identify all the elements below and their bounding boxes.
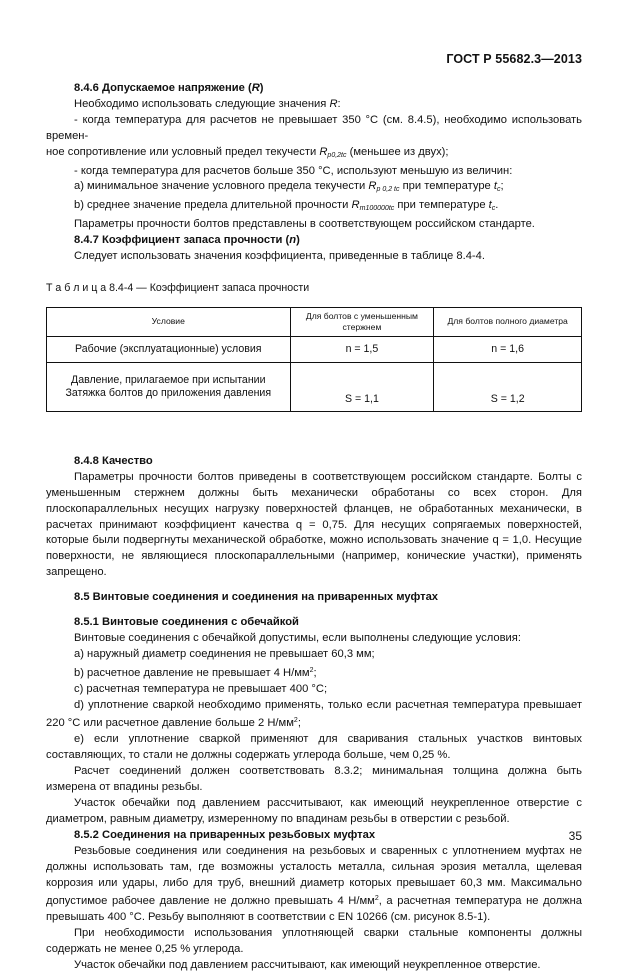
paragraph: При необходимости использования уплотняющей сварки стальные компоненты должны содержать не менее 0,25 % углерода.	[46, 927, 582, 956]
table-header-cell: Для болтов с уменьшенным стержнем	[290, 307, 434, 336]
table-caption: Т а б л и ц а 8.4-4 — Коэффициент запаса прочности	[46, 281, 310, 294]
paragraph: Расчет соединений должен соответствовать 8.3.2; минимальная толщина должна быть измерена от впадины резьбы.	[46, 765, 582, 794]
paragraph: Следует использовать значения коэффициента, приведенные в таблице 8.4-4.	[74, 250, 485, 263]
section-8-5-2-title: 8.5.2 Соединения на приваренных резьбовых муфтах	[74, 828, 376, 841]
page-number: 35	[568, 829, 582, 843]
safety-factor-table	[46, 307, 582, 412]
list-item: - когда температура для расчетов не превышает 350 °С (см. 8.4.5), необходимо использовать времен-	[46, 113, 582, 142]
list-item: е) если уплотнение сваркой применяют для сваривания стальных участков винтовых составляющих, то стали не должны содержать углерода больше, чем 0,25 %.	[46, 733, 582, 762]
paragraph: Параметры прочности болтов приведены в соответствующем российском стандарте. Болты с уменьшенным стержнем должны быть механически обработаны со всех сторон. Для плоскопараллельных несущих нагрузку поверхностей фланцев, не обработанных механически, в расчетах принимают коэффициент качества q = 0,75. Для несущих сопрягаемых поверхностей, которые были подвергнуты механической обработке, можно использовать значение q = 1,0. Несущие поверхности, не являющиеся плоскопараллельными (например, конические участки), применять запрещено.	[46, 470, 582, 579]
paragraph: Резьбовые соединения или соединения на резьбовых и сваренных с уплотнением муфтах не должны использовать там, где возможны усталость металла, сильная эрозия металла, щелевая коррозия или удары, либо для труб, внешний диаметр которых превышает 60,3 мм. Максимально допустимое рабочее давление не должно превышать 4 $Н/мм^2$, а расчетная температура не должна превышать 400 °С. Резьбу выполняют в соответствии с EN 10266 (см. рисунок 8.5-1).	[46, 844, 582, 924]
list-item-cont: ное сопротивление или условный предел текучести $R_{p0,2tc}$ (меньшее из двух);	[46, 145, 449, 159]
list-item: b) расчетное давление не превышает 4 $Н/мм^2$;	[74, 666, 317, 679]
section-8-4-7-title: 8.4.7 Коэффициент запаса прочности (n)	[74, 234, 300, 247]
paragraph: Винтовые соединения с обечайкой допустимы, если выполнены следующие условия:	[74, 631, 521, 644]
table-cell: n = 1,6	[434, 336, 582, 362]
table-cell: S = 1,1	[290, 362, 434, 411]
table-header-row	[47, 307, 582, 336]
paragraph: Участок обечайки под давлением рассчитывают, как имеющий неукрепленное отверстие.	[74, 959, 541, 972]
table-cell: Давление, прилагаемое при испытании Затяжка болтов до приложения давления	[47, 362, 291, 411]
table-row	[47, 362, 582, 411]
table-cell: n = 1,5	[290, 336, 434, 362]
document-body	[46, 81, 582, 974]
paragraph: Необходимо использовать следующие значения R:	[74, 97, 341, 110]
list-item: c) расчетная температура не превышает 400 °С;	[74, 682, 328, 695]
section-8-4-6-title: 8.4.6 Допускаемое напряжение (R)	[74, 82, 264, 94]
table-row	[47, 336, 582, 362]
list-item: b) среднее значение предела длительной прочности $R_{m100000tc}$ при температуре $t_c$.	[74, 199, 499, 213]
paragraph: Участок обечайки под давлением рассчитывают, как имеющий неукрепленное отверстие с диаметром, равным диаметру, измеренному по впадинам резьбы в отверстии с резьбой.	[46, 797, 582, 825]
document-id: ГОСТ Р 55682.3—2013	[446, 52, 582, 66]
section-8-5-1-title: 8.5.1 Винтовые соединения с обечайкой	[74, 616, 299, 629]
table-header-cell: Для болтов полного диаметра	[434, 307, 582, 336]
section-8-5-title: 8.5 Винтовые соединения и соединения на приваренных муфтах	[74, 591, 439, 604]
list-item: а) наружный диаметр соединения не превышает 60,3 мм;	[74, 647, 375, 660]
section-8-4-8-title: 8.4.8 Качество	[74, 454, 153, 467]
table-header-cell: Условие	[47, 307, 291, 336]
list-item: - когда температура для расчетов больше 350 °С, используют меньшую из величин:	[74, 164, 513, 177]
table-cell: S = 1,2	[434, 362, 582, 411]
paragraph: Параметры прочности болтов представлены в соответствующем российском стандарте.	[74, 218, 535, 231]
list-item: d) уплотнение сваркой необходимо применять, только если расчетная температура превышает 220 °С или расчетное давление больше 2 $Н/мм^2$;	[46, 698, 582, 730]
list-item: а) минимальное значение условного предела текучести $R_{p 0,2 tc}$ при температуре $t_c$;	[74, 180, 504, 194]
table-cell: Рабочие (эксплуатационные) условия	[47, 336, 291, 362]
